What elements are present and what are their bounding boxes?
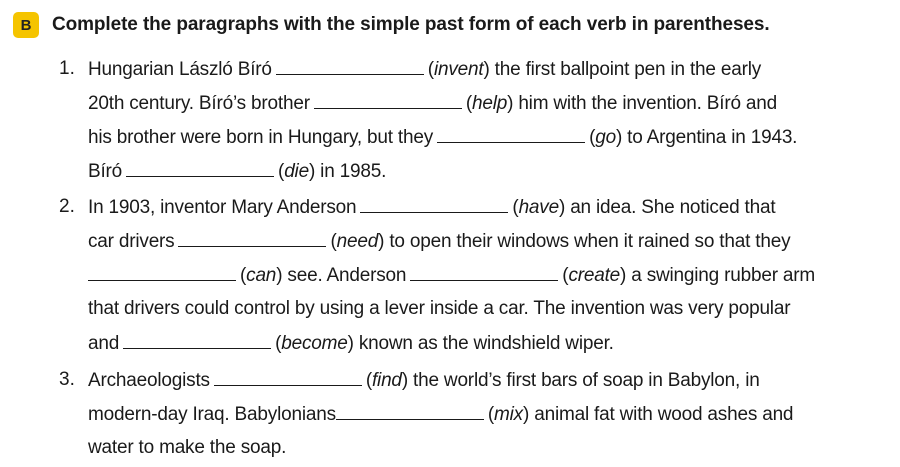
answer-blank[interactable]: [178, 230, 326, 247]
item-number: 2.: [59, 196, 75, 217]
line-text: that drivers could control by using a lever inside a car. The invention was very popular: [88, 298, 791, 319]
answer-blank[interactable]: [437, 126, 585, 143]
paragraph-line: and (become) known as the windshield wiper.: [88, 333, 614, 354]
line-text: his brother were born in Hungary, but they: [88, 127, 434, 148]
paragraph-line: Bíró (die) in 1985.: [88, 161, 387, 182]
verb-hint: create: [568, 265, 621, 286]
answer-blank[interactable]: [276, 58, 424, 75]
verb-hint: help: [471, 93, 508, 114]
line-text: the first ballpoint pen in the early: [489, 59, 762, 80]
verb-hint: die: [284, 161, 309, 182]
exercise-header: [13, 10, 770, 40]
verb-hint: find: [371, 370, 402, 391]
line-text: the world’s first bars of soap in Babylon, in: [407, 370, 760, 391]
paragraph-line: In 1903, inventor Mary Anderson (have) an idea. She noticed that: [88, 197, 776, 218]
line-text: an idea. She noticed that: [565, 197, 776, 218]
verb-hint: become: [281, 333, 348, 354]
exercise-instruction: Complete the paragraphs with the simple past form of each verb in parentheses.: [52, 14, 770, 35]
line-text: in 1985.: [315, 161, 387, 182]
line-text: and: [88, 333, 120, 354]
line-text: 20th century. Bíró’s brother: [88, 93, 310, 114]
paragraph-line: his brother were born in Hungary, but they (go) to Argentina in 1943.: [88, 127, 798, 148]
line-text: In 1903, inventor Mary Anderson: [88, 197, 357, 218]
answer-blank[interactable]: [360, 196, 508, 213]
paragraph-line: [88, 298, 790, 320]
verb-hint: can: [246, 265, 277, 286]
item-number: 1.: [59, 58, 75, 79]
answer-blank[interactable]: [126, 160, 274, 177]
answer-blank[interactable]: [123, 332, 271, 349]
line-text: Hungarian László Bíró: [88, 59, 272, 80]
line-text: known as the windshield wiper.: [353, 333, 614, 354]
paragraph-line: modern-day Iraq. Babylonians (mix) animal fat with wood ashes and: [88, 404, 794, 425]
answer-blank[interactable]: [88, 264, 236, 281]
line-text: to open their windows when it rained so that they: [384, 231, 791, 252]
verb-hint: need: [336, 231, 379, 252]
paragraph-line: 20th century. Bíró’s brother (help) him with the invention. Bíró and: [88, 93, 778, 114]
answer-blank[interactable]: [336, 403, 484, 420]
paragraph-line: Hungarian László Bíró (invent) the first ballpoint pen in the early: [88, 59, 762, 80]
paragraph-line: Archaeologists (find) the world’s first bars of soap in Babylon, in: [88, 370, 760, 391]
line-text: animal fat with wood ashes and: [529, 404, 794, 425]
paragraph-line: (can) see. Anderson (create) a swinging rubber arm: [88, 264, 815, 287]
item-number: 3.: [59, 369, 75, 390]
paragraph-line: [88, 437, 286, 459]
answer-blank[interactable]: [314, 92, 462, 109]
section-badge: B: [13, 12, 39, 38]
verb-hint: mix: [494, 404, 523, 425]
answer-blank[interactable]: [214, 369, 362, 386]
answer-blank[interactable]: [410, 264, 558, 281]
line-text: see. Anderson: [282, 265, 407, 286]
line-text: car drivers: [88, 231, 175, 252]
verb-hint: invent: [433, 59, 484, 80]
verb-hint: have: [518, 197, 559, 218]
line-text: to Argentina in 1943.: [622, 127, 798, 148]
line-text: water to make the soap.: [88, 437, 287, 458]
paragraph-line: car drivers (need) to open their windows when it rained so that they: [88, 231, 791, 252]
line-text: Bíró: [88, 161, 123, 182]
line-text: him with the invention. Bíró and: [513, 93, 778, 114]
line-text: a swinging rubber arm: [626, 265, 816, 286]
line-text: Archaeologists: [88, 370, 210, 391]
line-text: modern-day Iraq. Babylonians: [88, 404, 336, 425]
verb-hint: go: [595, 127, 616, 148]
